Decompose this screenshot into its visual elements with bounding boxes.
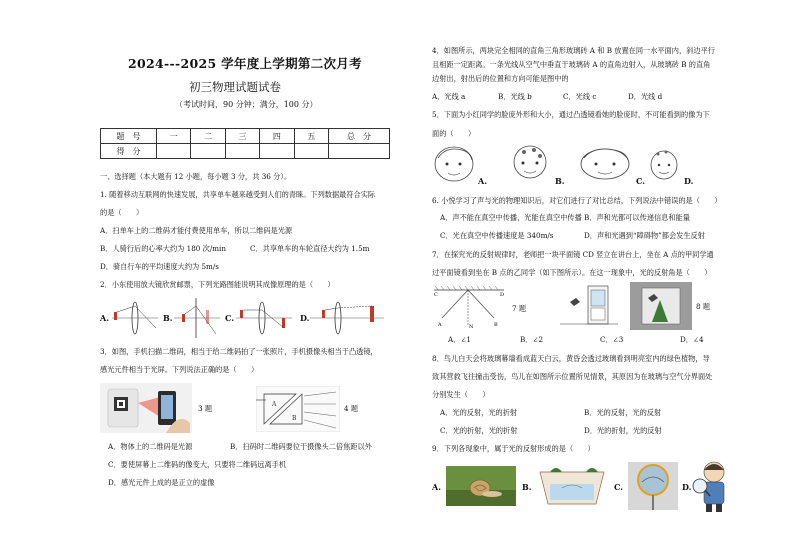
page-title: 2024---2025 学年度上学期第二次月考 [128,56,362,71]
q8-option-c[interactable]: C．光的折射，光的折射 [440,426,518,435]
q5-stem: 面的（ ） [432,129,476,138]
snail-photo-icon [446,466,516,506]
q4-option-c[interactable]: C．光线 c [563,92,597,101]
window-bird-icon [560,282,618,328]
q1-option-a[interactable]: A．扫单车上的二维码才能付费使用单车，所以二维码是光源 [100,226,293,235]
fig7-label: 7 题 [512,304,527,313]
score-cell: 得 分 [101,144,157,159]
q2-option-b-label[interactable]: B. [163,313,173,323]
face-drawing-icon [510,140,550,184]
q4-stem: 边射出，射出后的位置和方向可能是图中的 [432,74,569,83]
q7-option-b[interactable]: B．∠2 [520,335,544,344]
score-cell: 题 号 [101,129,157,144]
q2-option-d-label[interactable]: D. [300,313,310,323]
q4-stem: 4．如图所示，两块完全相同的直角三角形玻璃砖 A 和 B 放置在同一水平面内，斜边平行 [432,46,715,55]
score-cell: 五 [294,129,328,144]
svg-text:A: A [272,401,277,408]
convex-mirror-icon [628,462,678,510]
q6-stem: 6. 小悦学习了声与光的物理知识后，对它们进行了对比总结，下列说法中错误的是（ ） [432,196,722,205]
face-drawing-icon [648,146,680,182]
q7-option-d[interactable]: D．∠4 [680,335,704,344]
q6-option-b[interactable]: B．声和光都可以传递信息和能量 [584,213,690,222]
q1-stem: 的是（ ） [100,208,144,217]
q5-option-c-label[interactable]: C. [636,176,646,186]
svg-text:A: A [438,322,442,328]
q4-stem: 且相距一定距离。一条光线从空气中垂直于玻璃砖 A 的直角边射入，从玻璃砖 B 的直角 [432,60,711,69]
score-input-cell[interactable] [329,144,390,159]
mirror-diagram-icon [432,284,508,330]
qr-phone-photo-icon [100,383,192,433]
q6-option-a[interactable]: A．声不能在真空中传播，光能在真空中传播 [440,213,582,222]
q4-option-d[interactable]: D．光线 d [628,92,663,101]
score-cell: 三 [225,129,259,144]
score-table-score-row [101,144,390,159]
q1-stem: 1. 随着移动互联网的快速发展，共享单车越来越受到人们的青睐。下列数据最符合实际 [100,190,376,199]
fig8-label: 8 题 [696,302,711,311]
q8-option-a[interactable]: A．光的反射，光的折射 [440,408,518,417]
score-table [100,128,390,159]
q1-option-c[interactable]: C．共享单车的车轮直径大约为 1.5m [250,244,370,253]
window-bird-icon [630,282,692,330]
prism-diagram-icon [256,386,340,432]
q1-option-b[interactable]: B．人骑行后的心率大约为 180 次/min [100,244,226,253]
score-cell: 四 [260,129,294,144]
q3-option-b[interactable]: B．扫码时二维码要位于摄像头二倍焦距以外 [230,442,372,451]
q8-stem: 8．鸟儿白天会将玻璃幕墙看成蓝天白云，黄昏会透过玻璃看到明亮室内的绿色植物，导 [432,354,710,363]
fig3-label: 3 题 [198,404,213,413]
score-input-cell[interactable] [260,144,294,159]
q1-option-d[interactable]: D．骑自行车的平均速度大约为 5m/s [100,262,219,271]
score-cell: 二 [191,129,225,144]
q8-stem: 致其营救飞往撞击受伤，鸟儿在如图所示位置所见情景，其原因为在玻璃与空气分界面处 [432,372,713,381]
section1-heading: 一、选择题（本大题有 12 小题，每小题 3 分，共 36 分）。 [100,172,292,181]
exam-info: （考试时间，90 分钟；满分，100 分） [175,100,318,109]
q3-stem: 感光元件相当于光屏。下列说法正确的是（ ） [100,365,259,374]
q4-option-a[interactable]: A．光线 a [432,92,466,101]
q8-option-b[interactable]: B．光的反射，光的反射 [584,408,662,417]
q7-option-c[interactable]: C．∠3 [600,335,624,344]
q3-option-c[interactable]: C．要使屏幕上二维码的像变大，只要将二维码远离手机 [108,460,287,469]
q9-option-d-label[interactable]: D. [682,482,692,492]
q9-option-b-label[interactable]: B. [522,482,532,492]
q9-option-c-label[interactable]: C. [614,482,624,492]
lens-diagram-icon [172,296,222,340]
q2-option-a-label[interactable]: A. [100,313,109,323]
bridge-reflection-icon [536,464,608,508]
page-subtitle: 初三物理试题试卷 [189,80,281,94]
score-cell: 一 [157,129,191,144]
q9-stem: 9．下列各现象中，属于光的反射形成的是（ ） [432,444,595,453]
score-input-cell[interactable] [294,144,328,159]
lens-diagram-icon [308,298,388,338]
q8-stem: 分别发生（ ） [432,390,490,399]
score-input-cell[interactable] [157,144,191,159]
svg-text:D: D [500,292,505,298]
q5-option-b-label[interactable]: B. [555,176,565,186]
q7-stem: 过平面镜看到坐在 B 点的乙同学（如下图所示）。在这一现象中，光的反射角是（ ） [432,268,712,277]
q3-option-a[interactable]: A．物体上的二维码是光源 [108,442,193,451]
q2-stem: 2．小东使用放大镜欣赏邮票，下列光路图能说明其成像原理的是（ ） [100,280,335,289]
score-cell: 总 分 [329,129,390,144]
lens-diagram-icon [110,298,160,338]
q7-option-a[interactable]: A．∠1 [448,335,471,344]
magnifier-boy-icon [690,458,736,514]
q6-option-c[interactable]: C．光在真空中传播速度是 340m/s [440,231,554,240]
q6-option-d[interactable]: D．声和光遇到“障碍物”都会发生反射 [584,231,705,240]
score-table-header-row [101,129,390,144]
q5-option-d-label[interactable]: D. [684,176,694,186]
score-input-cell[interactable] [191,144,225,159]
score-input-cell[interactable] [225,144,259,159]
q9-option-a-label[interactable]: A. [432,482,441,492]
svg-text:B: B [494,322,498,328]
q3-option-d[interactable]: D．感光元件上成的是正立的虚像 [108,478,215,487]
fig4-label: 4 题 [344,404,359,413]
svg-text:C: C [434,292,438,298]
q8-option-d[interactable]: D．光的折射，光的反射 [584,426,662,435]
q2-option-c-label[interactable]: C. [225,313,235,323]
q4-option-b[interactable]: B．光线 b [498,92,532,101]
face-drawing-icon [432,144,478,184]
svg-text:N: N [469,324,474,330]
q5-stem: 5．下面为小红同学的脸庞外形和大小，通过凸透镜看她的脸庞时，不可能看到的像为下 [432,110,710,119]
q7-stem: 7．在探究光的反射规律时，老师把一块平面镜 CD 竖立在讲台上，坐在 A 点的甲同学通 [432,250,714,259]
q5-option-a-label[interactable]: A. [478,176,487,186]
q3-stem: 3．如图，手机扫描二维码，相当于给二维码拍了一张照片，手机摄像头相当于凸透镜， [100,347,378,356]
svg-text:B: B [292,415,297,422]
lens-diagram-icon [234,298,294,338]
face-drawing-icon [578,144,632,182]
